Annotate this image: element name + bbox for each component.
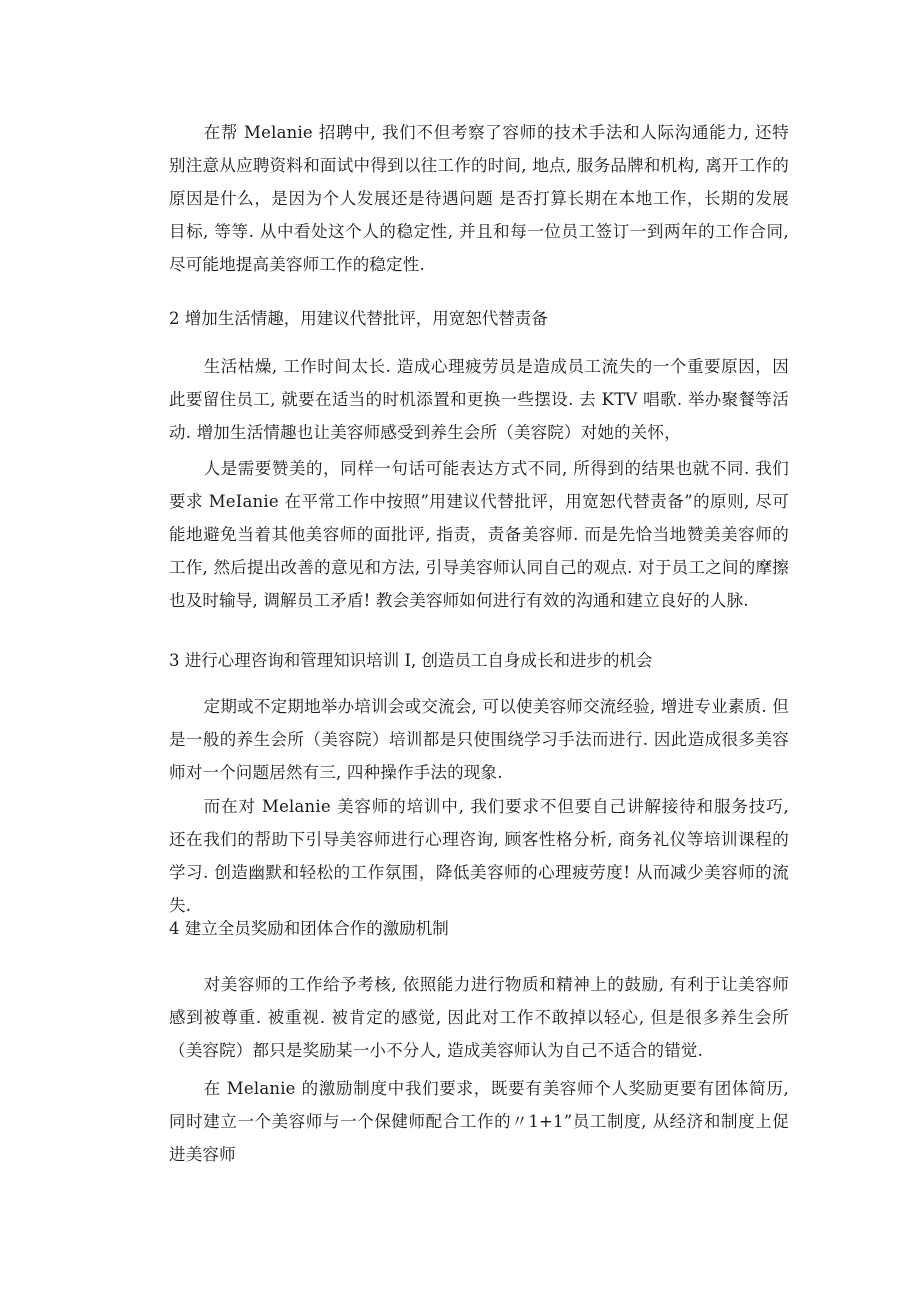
paragraph-incentive: 在 Melanie 的激励制度中我们要求，既要有美容师个人奖励更要有团体简历, 同时建立一个美容师与一个保健师配合工作的〃1+1”员工制度, 从经济和制度上促进美容师 bbox=[169, 1079, 789, 1164]
section-heading-3: 3 进行心理咨询和管理知识培训 I, 创造员工自身成长和进步的机会 bbox=[169, 651, 653, 670]
section-heading-2: 2 增加生活情趣，用建议代替批评，用宽恕代替责备 bbox=[169, 309, 548, 328]
paragraph-praise: 人是需要赞美的，同样一句话可能表达方式不同, 所得到的结果也就不同. 我们要求 MeIanie 在平常工作中按照”用建议代替批评，用宽恕代替责备”的原则, 尽可能地避免当着其他美容师的面批评, 指责，责备美容师. 而是先恰当地赞美美容师的工作, 然后提出改善的意见和方法, 引导美容师认同自己的观点. 对于员工之间的摩擦也及时输导, 调解员工矛盾! 教会美容师如何进行有效的沟通和建立良好的人脉. bbox=[169, 459, 789, 610]
paragraph-life-interest: 生活枯燥, 工作时间太长. 造成心理疲劳员是造成员工流失的一个重要原因，因此要留住员工, 就要在适当的时机添置和更换一些摆设. 去 KTV 唱歌. 举办聚餐等活动. 增加生活情趣也让美容师感受到养生会所（美容院）对她的关怀， bbox=[169, 357, 789, 442]
paragraph-assessment: 对美容师的工作给予考核, 依照能力进行物质和精神上的鼓励, 有利于让美容师感到被尊重. 被重视. 被肯定的感觉, 因此对工作不敢掉以轻心, 但是很多养生会所（美容院）都只是奖励某一小不分人, 造成美容师认为自己不适合的错觉. bbox=[169, 975, 789, 1060]
paragraph-training: 定期或不定期地举办培训会或交流会, 可以使美容师交流经验, 增进专业素质. 但是一般的养生会所（美容院）培训都是只使围绕学习手法而进行. 因此造成很多美容师对一个问题居然有三, 四种操作手法的现象. bbox=[169, 697, 789, 782]
section-heading-4: 4 建立全员奖励和团体合作的激励机制 bbox=[169, 919, 449, 938]
paragraph-melanie-training: 而在对 Melanie 美容师的培训中, 我们要求不但要自己讲解接待和服务技巧, 还在我们的帮助下引导美容师进行心理咨询, 顾客性格分析, 商务礼仪等培训课程的学习. 创造幽默和轻松的工作氛围，降低美容师的心理疲劳度! 从而减少美容师的流失. bbox=[169, 797, 789, 915]
paragraph-recruitment: 在帮 Melanie 招聘中, 我们不但考察了容师的技术手法和人际沟通能力, 还特别注意从应聘资料和面试中得到以往工作的时间, 地点, 服务品牌和机构, 离开工作的原因是什么，是因为个人发展还是待遇问题 是否打算长期在本地工作，长期的发展目标, 等等. 从中看处这个人的稳定性, 并且和每一位员工签订一到两年的工作合同, 尽可能地提高美容师工作的稳定性. bbox=[169, 123, 789, 274]
